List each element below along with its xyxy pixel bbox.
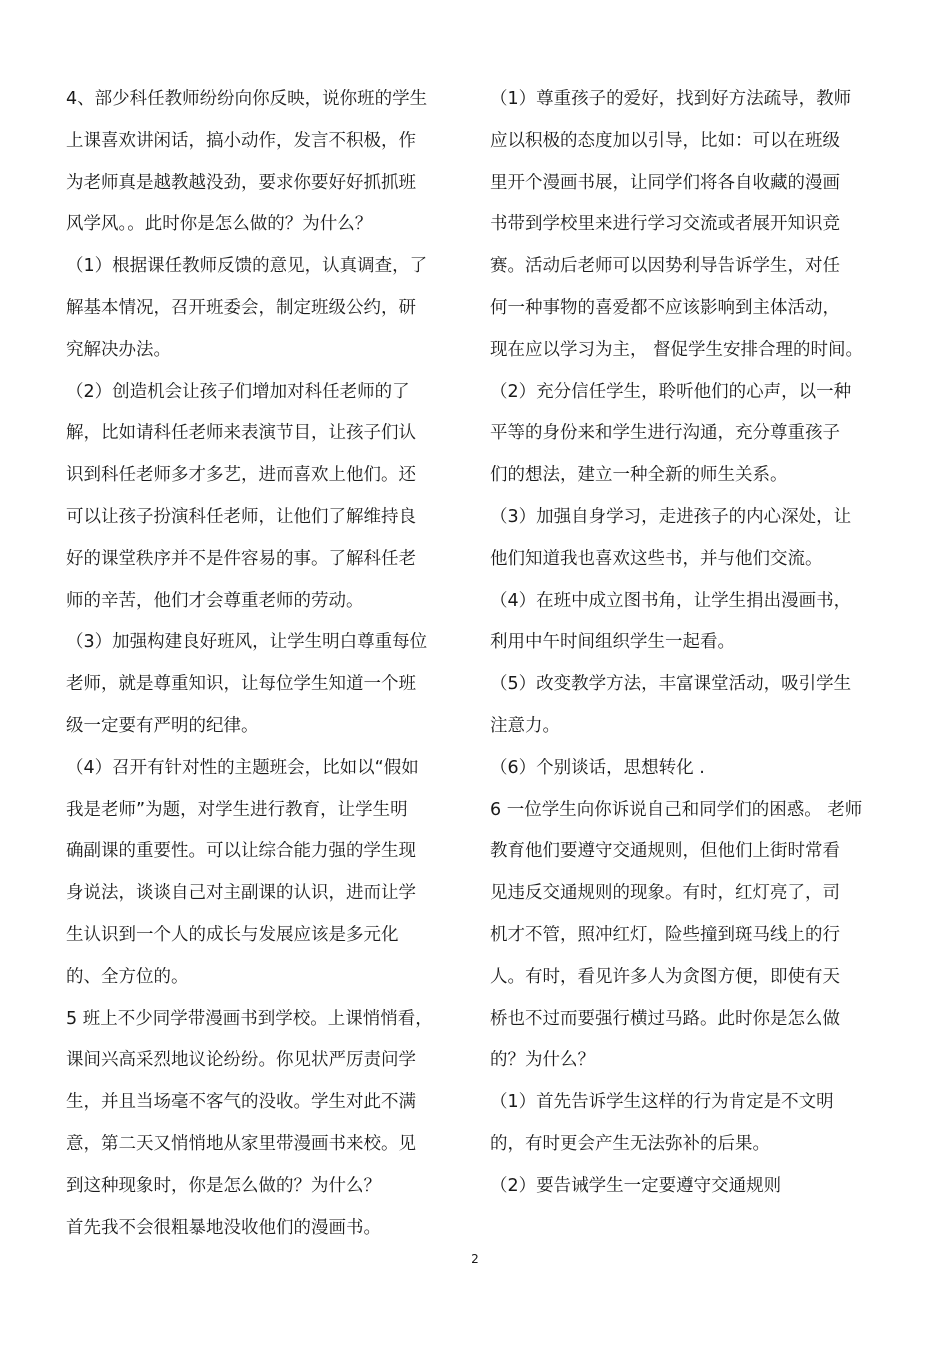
paragraph xyxy=(490,497,885,581)
paragraph xyxy=(66,79,441,246)
text-line: 师的辛苦，他们才会尊重老师的劳动。 xyxy=(66,590,364,611)
text-line: 机才不管，照冲红灯，险些撞到斑马线上的行 xyxy=(490,924,840,945)
text-line: 好的课堂秩序并不是件容易的事。了解科任老 xyxy=(66,548,416,569)
text-line: 首先我不会很粗暴地没收他们的漫画书。 xyxy=(66,1217,381,1238)
text-line: 身说法，谈谈自己对主副课的认识，进而让学 xyxy=(66,883,416,904)
text-line: 上课喜欢讲闲话，搞小动作，发言不积极，作 xyxy=(66,130,416,151)
right-column xyxy=(490,79,885,1208)
text-line: 到这种现象时，你是怎么做的？为什么？ xyxy=(66,1175,381,1196)
text-line: （1）首先告诉学生这样的行为肯定是不文明 xyxy=(490,1092,834,1113)
text-line: （3）加强构建良好班风，让学生明白尊重每位 xyxy=(66,632,428,653)
text-line: 平等的身份来和学生进行沟通，充分尊重孩子 xyxy=(490,423,840,444)
text-line: 里开个漫画书展，让同学们将各自收藏的漫画 xyxy=(490,172,840,193)
paragraph xyxy=(66,622,441,747)
text-line: 赛。活动后老师可以因势利导告诉学生，对任 xyxy=(490,256,840,277)
text-line: （1）根据课任教师反馈的意见，认真调查，了 xyxy=(66,256,428,277)
text-line: 书带到学校里来进行学习交流或者展开知识竞 xyxy=(490,214,840,235)
paragraph xyxy=(490,664,885,748)
text-line: 人。有时，看见许多人为贪图方便，即使有天 xyxy=(490,966,840,987)
text-line: （6）个别谈话，思想转化 . xyxy=(490,757,705,778)
text-line: 他们知道我也喜欢这些书，并与他们交流。 xyxy=(490,548,823,569)
paragraph xyxy=(66,372,441,623)
paragraph xyxy=(490,1082,885,1166)
text-line: 意，第二天又悄悄地从家里带漫画书来校。见 xyxy=(66,1133,416,1154)
text-line: 们的想法，建立一种全新的师生关系。 xyxy=(490,465,788,486)
text-line: 应以积极的态度加以引导，比如：可以在班级 xyxy=(490,130,840,151)
text-line: 可以让孩子扮演科任老师，让他们了解维持良 xyxy=(66,506,416,527)
text-line: （4）召开有针对性的主题班会，比如以“假如 xyxy=(66,757,419,778)
text-line: 桥也不过而要强行横过马路。此时你是怎么做 xyxy=(490,1008,840,1029)
text-line: 4、部少科任教师纷纷向你反映，说你班的学生 xyxy=(66,89,428,109)
text-line: 课间兴高采烈地议论纷纷。你见状严厉责问学 xyxy=(66,1050,416,1071)
paragraph xyxy=(490,748,885,790)
text-line: （3）加强自身学习，走进孩子的内心深处，让 xyxy=(490,506,852,527)
text-line: 的、全方位的。 xyxy=(66,966,189,987)
text-line: 解，比如请科任老师来表演节目，让孩子们认 xyxy=(66,423,416,444)
text-line: 现在应以学习为主， 督促学生安排合理的时间。 xyxy=(490,339,864,360)
text-line: 见违反交通规则的现象。有时，红灯亮了，司 xyxy=(490,883,840,904)
text-line: （5）改变教学方法，丰富课堂活动，吸引学生 xyxy=(490,674,852,695)
text-line: 究解决办法。 xyxy=(66,339,171,360)
text-line: 解基本情况，召开班委会，制定班级公约，研 xyxy=(66,297,416,318)
paragraph xyxy=(66,246,441,371)
paragraph xyxy=(490,372,885,497)
text-line: 6 一位学生向你诉说自己和同学们的困惑。 老师 xyxy=(490,799,863,820)
text-line: （4）在班中成立图书角，让学生捐出漫画书， xyxy=(490,590,852,611)
text-line: 级一定要有严明的纪律。 xyxy=(66,715,259,736)
text-line: 我是老师”为题，对学生进行教育，让学生明 xyxy=(66,799,408,820)
text-line: 生认识到一个人的成长与发展应该是多元化 xyxy=(66,924,399,945)
text-line: 的？为什么？ xyxy=(490,1050,595,1071)
paragraph xyxy=(490,581,885,665)
text-line: 老师，就是尊重知识，让每位学生知道一个班 xyxy=(66,674,416,695)
text-line: 为老师真是越教越没劲，要求你要好好抓抓班 xyxy=(66,172,416,193)
text-line: 注意力。 xyxy=(490,715,560,736)
left-column xyxy=(66,79,441,1249)
text-line: （2）要告诫学生一定要遵守交通规则 xyxy=(490,1175,782,1196)
text-line: 风学风。。此时你是怎么做的？为什么？ xyxy=(66,214,373,235)
paragraph xyxy=(66,748,441,999)
text-line: 利用中午时间组织学生一起看。 xyxy=(490,632,735,653)
text-line: 何一种事物的喜爱都不应该影响到主体活动， xyxy=(490,297,840,318)
text-line: 5 班上不少同学带漫画书到学校。上课悄悄看， xyxy=(66,1008,433,1029)
text-line: （2）创造机会让孩子们增加对科任老师的了 xyxy=(66,381,410,402)
text-line: （2）充分信任学生，聆听他们的心声，以一种 xyxy=(490,381,852,402)
paragraph xyxy=(490,1166,885,1208)
text-line: 生，并且当场毫不客气的没收。学生对此不满 xyxy=(66,1092,416,1113)
page-number: 2 xyxy=(471,1252,479,1266)
paragraph xyxy=(490,79,885,372)
paragraph xyxy=(66,999,441,1250)
text-line: 的，有时更会产生无法弥补的后果。 xyxy=(490,1133,770,1154)
text-line: 确副课的重要性。可以让综合能力强的学生现 xyxy=(66,841,416,862)
text-line: 教育他们要遵守交通规则，但他们上街时常看 xyxy=(490,841,840,862)
text-line: （1）尊重孩子的爱好，找到好方法疏导，教师 xyxy=(490,89,852,109)
text-line: 识到科任老师多才多艺，进而喜欢上他们。还 xyxy=(66,465,416,486)
paragraph xyxy=(490,790,885,1083)
